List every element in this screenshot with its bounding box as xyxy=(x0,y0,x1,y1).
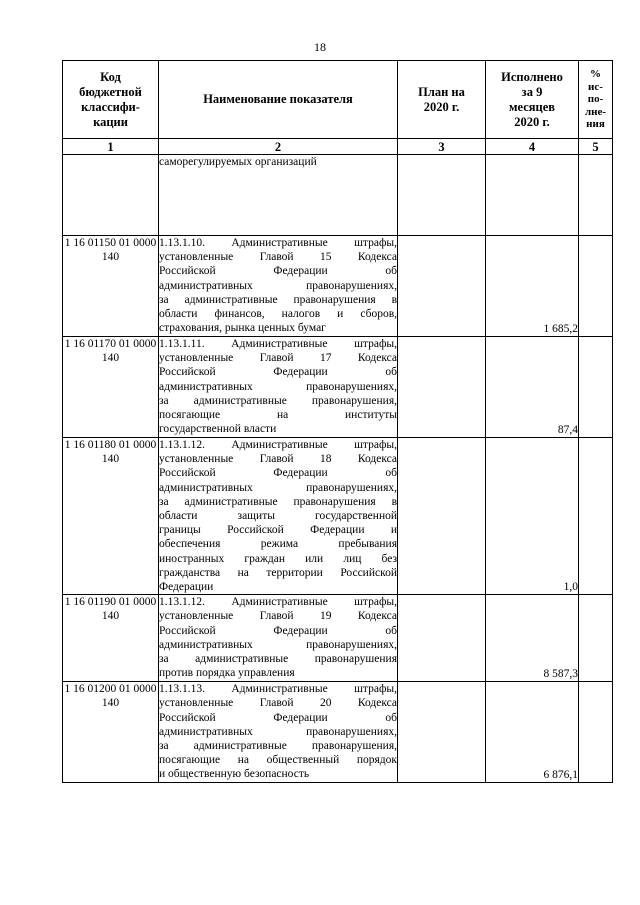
indicator-name-line: 1.13.1.11. Административные штрафы, xyxy=(159,338,397,350)
indicator-name-line: границы Российской Федерации и xyxy=(159,524,397,537)
plan-cell xyxy=(398,337,486,438)
indicator-name-line: за административные правонарушения в xyxy=(159,495,397,508)
budget-code-cell: 1 16 01190 01 0000 140 xyxy=(63,595,159,682)
column-number: 2 xyxy=(159,139,398,155)
plan-cell xyxy=(398,155,486,236)
percent-cell xyxy=(579,595,613,682)
indicator-name-line: 1.13.1.13. Административные штрафы, xyxy=(159,683,397,696)
budget-code-cell: 1 16 01180 01 0000 140 xyxy=(63,438,159,595)
executed-cell: 1,0 xyxy=(486,438,579,595)
indicator-name-line: за административные правонарушения, xyxy=(159,394,397,407)
indicator-name-line: обеспечения режима пребывания xyxy=(159,538,397,551)
indicator-name-line: Российской Федерации об xyxy=(159,624,397,637)
table-row xyxy=(63,155,613,236)
table-row xyxy=(63,337,613,438)
indicator-name-cell xyxy=(159,337,398,438)
table-row xyxy=(63,595,613,682)
indicator-name-line: государственной власти xyxy=(159,423,277,436)
executed-cell: 87,4 xyxy=(486,337,579,438)
indicator-name-cell xyxy=(159,155,398,236)
executed-cell: 6 876,1 xyxy=(486,682,579,783)
column-number: 1 xyxy=(63,139,159,155)
indicator-name-line: 1.13.1.12. Административные штрафы, xyxy=(159,439,397,451)
percent-cell xyxy=(579,155,613,236)
indicator-name-line: установленные Главой 17 Кодекса xyxy=(159,352,397,365)
indicator-name-line: посягающие на институты xyxy=(159,409,397,422)
header-plan: План на 2020 г. xyxy=(398,61,486,139)
column-number: 5 xyxy=(579,139,613,155)
table-row xyxy=(63,438,613,595)
percent-cell xyxy=(579,438,613,595)
percent-cell xyxy=(579,236,613,337)
indicator-name-line: и общественную безопасность xyxy=(159,768,310,781)
indicator-name-line: установленные Главой 19 Кодекса xyxy=(159,610,397,623)
indicator-name-line: административных правонарушениях, xyxy=(159,725,397,738)
table-row xyxy=(63,682,613,783)
indicator-name-line: Российской Федерации об xyxy=(159,467,397,480)
indicator-name-line: Российской Федерации об xyxy=(159,711,397,724)
indicator-name-line: установленные Главой 20 Кодекса xyxy=(159,697,397,710)
indicator-name-line: 1.13.1.10. Административные штрафы, xyxy=(159,237,397,249)
column-number: 4 xyxy=(486,139,579,155)
indicator-name-line: за административные правонарушения xyxy=(159,653,397,666)
indicator-name-line: 1.13.1.12. Административные штрафы, xyxy=(159,596,397,609)
indicator-name-line: административных правонарушениях, xyxy=(159,279,397,292)
indicator-name-line: посягающие на общественный порядок xyxy=(159,754,397,767)
header-budget-code: Код бюджетной классифи- кации xyxy=(63,61,159,139)
indicator-name-cell xyxy=(159,438,398,595)
indicator-name-line: Российской Федерации об xyxy=(159,265,397,278)
column-number: 3 xyxy=(398,139,486,155)
plan-cell xyxy=(398,236,486,337)
indicator-name-line: за административные правонарушения, xyxy=(159,740,397,753)
indicator-name-line: области защиты государственной xyxy=(159,510,397,523)
indicator-name-line: установленные Главой 15 Кодекса xyxy=(159,251,397,264)
plan-cell xyxy=(398,438,486,595)
percent-cell xyxy=(579,337,613,438)
executed-cell: 8 587,3 xyxy=(486,595,579,682)
executed-cell xyxy=(486,155,579,236)
budget-code-cell: 1 16 01170 01 0000 140 xyxy=(63,337,159,438)
indicator-name-line: гражданства на территории Российской xyxy=(159,566,397,579)
table-header-row xyxy=(63,61,613,139)
indicator-name-line: иностранных граждан или лиц без xyxy=(159,552,397,565)
indicator-name-cell xyxy=(159,595,398,682)
indicator-name-line: области финансов, налогов и сборов, xyxy=(159,308,397,321)
indicator-name-line: против порядка управления xyxy=(159,667,295,680)
indicator-name-line: за административные правонарушения в xyxy=(159,293,397,306)
budget-code-cell: 1 16 01150 01 0000 140 xyxy=(63,236,159,337)
budget-code-cell xyxy=(63,155,159,236)
header-indicator-name: Наименование показателя xyxy=(159,61,398,139)
header-percent: % ис- по- лне- ния xyxy=(579,61,613,139)
indicator-name-line: саморегулируемых организаций xyxy=(159,156,317,168)
table-row xyxy=(63,236,613,337)
indicator-name-line: административных правонарушениях, xyxy=(159,481,397,494)
executed-cell: 1 685,2 xyxy=(486,236,579,337)
column-number-row xyxy=(63,139,613,155)
page-number: 18 xyxy=(314,40,326,54)
indicator-name-cell xyxy=(159,682,398,783)
indicator-name-line: установленные Главой 18 Кодекса xyxy=(159,453,397,466)
indicator-name-line: административных правонарушениях, xyxy=(159,638,397,651)
plan-cell xyxy=(398,595,486,682)
percent-cell xyxy=(579,682,613,783)
budget-code-cell: 1 16 01200 01 0000 140 xyxy=(63,682,159,783)
indicator-name-line: Федерации xyxy=(159,581,214,594)
indicator-name-line: страхования, рынка ценных бумаг xyxy=(159,322,326,335)
plan-cell xyxy=(398,682,486,783)
budget-table xyxy=(62,60,613,783)
indicator-name-line: административных правонарушениях, xyxy=(159,380,397,393)
indicator-name-line: Российской Федерации об xyxy=(159,366,397,379)
header-executed: Исполнено за 9 месяцев 2020 г. xyxy=(486,61,579,139)
indicator-name-cell xyxy=(159,236,398,337)
